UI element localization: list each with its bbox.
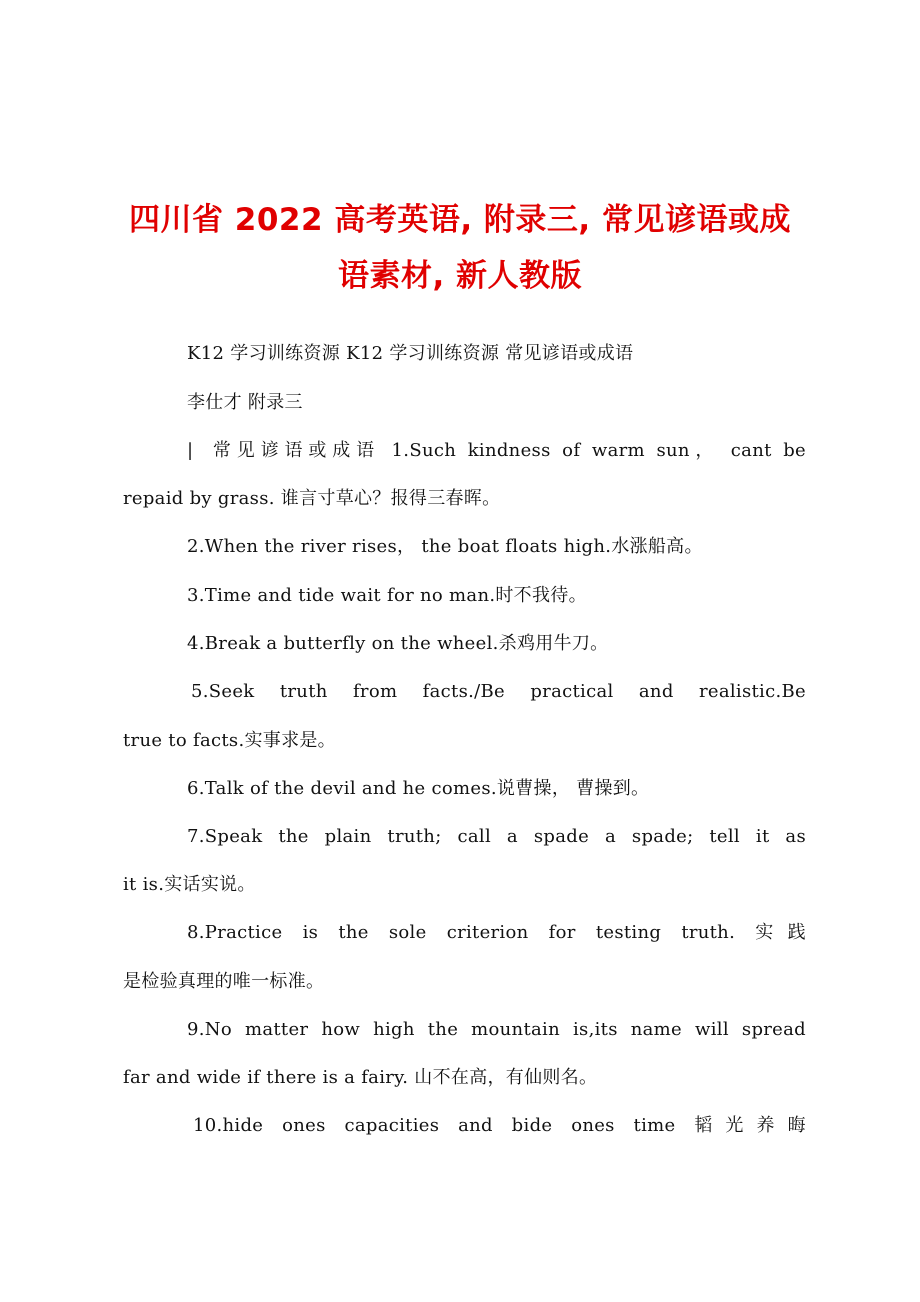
document-title — [110, 192, 810, 304]
item-3: 3.Time and tide wait for no man.时不我待。 — [187, 585, 587, 606]
item-8-line-2: 是检验真理的唯一标准。 — [123, 971, 325, 992]
item-1-line-1 — [187, 439, 806, 463]
header-line-2: 李仕才 附录三 — [187, 392, 303, 413]
item-8-line-1: 8.Practice is the sole criterion for testing truth. 实践 — [187, 922, 806, 943]
item-5-line-2: true to facts.实事求是。 — [123, 730, 336, 751]
title-line-1: 四川省 2022 高考英语, 附录三, 常见谚语或成 — [128, 202, 791, 238]
title-line-2: 语素材, 新人教版 — [337, 258, 583, 294]
item-4: 4.Break a butterfly on the wheel.杀鸡用牛刀。 — [187, 633, 609, 654]
item-6: 6.Talk of the devil and he comes.说曹操， 曹操到。 — [187, 778, 650, 799]
item-1-text: 常见谚语或成语 1.Such kindness of warm sun， cant be — [207, 440, 806, 461]
header-line-1: K12 学习训练资源 K12 学习训练资源 常见谚语或成语 — [187, 343, 634, 364]
item-9-line-2: far and wide if there is a fairy. 山不在高，有仙则名。 — [123, 1067, 598, 1088]
item-7-line-2: it is.实话实说。 — [123, 874, 256, 895]
item-5-line-1: 5.Seek truth from facts./Be practical and realistic.Be — [191, 681, 806, 702]
item-7-line-1: 7.Speak the plain truth; call a spade a spade; tell it as — [187, 826, 806, 847]
section-bar: | — [187, 440, 194, 461]
item-10-line-1: 10.hide ones capacities and bide ones time 韬光养晦 — [193, 1115, 806, 1136]
item-1-line-2: repaid by grass. 谁言寸草心？报得三春晖。 — [123, 488, 501, 509]
item-2: 2.When the river rises， the boat floats high.水涨船高。 — [187, 536, 703, 557]
item-9-line-1: 9.No matter how high the mountain is,its name will spread — [187, 1019, 806, 1040]
